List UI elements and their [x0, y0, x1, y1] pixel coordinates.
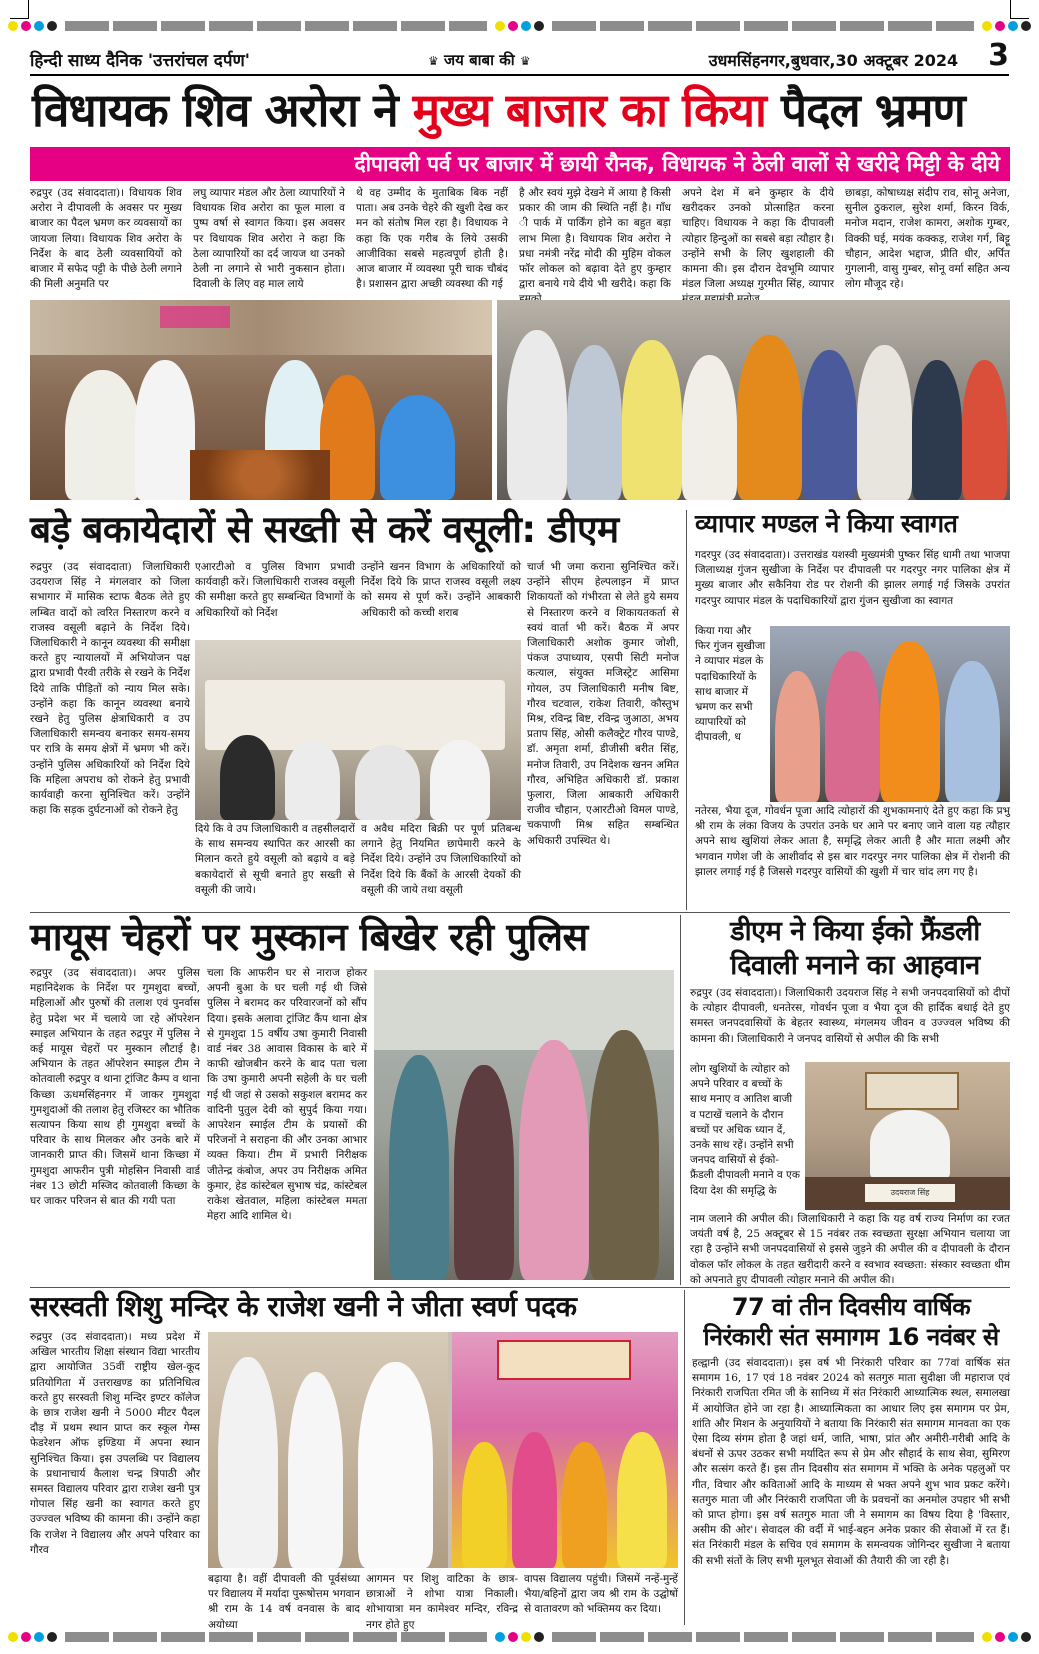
section-divider — [30, 1287, 1010, 1288]
story1-headline — [32, 83, 965, 137]
story2-under-photo-col3: व अवैध मदिरा बिक्री पर पूर्ण प्रतिबन्ध लगाने हेतु नियमित छापेमारी करने के निर्देश दिये। उन्होंने उप जिलाधिकारियों को निर्देश दिये कि बैंकों के आरसी देयकों की वसूली की जाये तथा वसूली — [361, 823, 521, 896]
story1-col6: छाबड़ा, कोषाध्यक्ष संदीप राव, सोनू अनेजा, सुनील ठुकराल, सुरेश शर्मा, किरन विर्क, मनोज मदान, राजेश कामरा, अशोक गुम्बर, विक्की घई, मयंक कक्कड़, राजेश गर्ग, बिट्टू चौहान, आदेश भद्दाज, प्रीति धीर, अर्पित गुगलानी, वासु गुम्बर, सोनू वर्मा सहित अन्य लोग मौजूद रहे। — [845, 187, 1010, 291]
story3-tail: नतेरस, भैया दूज, गोवर्धन पूजा आदि त्योहारों की शुभकामनाएं देते हुए कहा कि प्रभु श्री राम के लंका विजय के उपरांत उनके घर आने पर बनाए जाने वाला यह त्यौहार अपने साथ खुशियां लेकर आता है, समृद्धि लेकर आती है और माता लक्ष्मी और भगवान गणेश जी के आशीर्वाद से इस बार गदरपुर नगर पालिका क्षेत्र में रोशनी की झालर लगाई गई है जिससे गदरपुर वासियों की खुशी में चार चांद लग गए है। — [695, 805, 1010, 878]
story5-lead: रुद्रपुर (उद संवाददाता)। जिलाधिकारी उदयराज सिंह ने सभी जनपदवासियों को दीपों के त्योहार दीपावली, धनतेरस, गोवर्धन पूजा व भैया दूज की हार्दिक बधाई देते हुए समस्त जनपदवासियों के बेहतर स्वास्थ्य, मंगलमय जीवन व उज्ज्वल भविष्य की कामना की। जिलाधिकारी ने जनपद वासियों से अपील की कि सभी — [690, 987, 1010, 1045]
story7-body: हल्द्वानी (उद संवाददाता)। इस वर्ष भी निरंकारी परिवार का 77वां वार्षिक संत समागम 16, 17 एवं 18 नवंबर 2024 को सतगुरु माता सुदीक्षा जी महाराज एवं निरंकारी राजपिता रमित जी के सानिध्य में संत निरंकारी आध्यात्मिक स्थल, समालखा में आयोजित होने जा रहा है। आध्यात्मिकता का आधार लिए इस समागम पर प्रेम, शांति और मिशन के अनुयायियों ने बताया कि निरंकारी संत समागम मानवता का एक ऐसा दिव्य संगम होता है जहां धर्म, जाति, भाषा, प्रांत और अमीरी-गरीबी आदि के बंधनों से ऊपर उठकर सभी मर्यादित रूप से प्रेम और सौहार्द के साथ सेवा, सुमिरण और सत्संग करते हैं। इस तीन दिवसीय संत समागम में भक्ति के अनेक पहलुओं पर गीत, विचार और कविताओं आदि के माध्यम से भक्त अपने शुभ भाव प्रकट करेंगे। सतगुरु माता जी और निरंकारी राजपिता जी के प्रवचनों का अनमोल उपहार भी सभी को प्राप्त होगा। इस वर्ष सतगुरु माता जी ने समागम का विषय दिया है 'विस्तार, असीम की ओर'। सेवादल की वर्दी में भाई-बहन अनेक प्रकार की सेवाओं में रत हैं। संत निरंकारी मंडल के सचिव एवं समागम के समन्वयक जोगिन्दर सुखीजा ने बताया की सभी संतों के लिए सभी मूलभूत सेवाओं की तैयारी की जा रही है। — [692, 1357, 1010, 1567]
story7-headline-line1: 77 वां तीन दिवसीय वार्षिक — [731, 1293, 971, 1321]
story5-photo-dm — [805, 1062, 1010, 1210]
story3-photo-welcome — [770, 626, 1010, 802]
section-divider — [30, 912, 1010, 913]
story1-photo-group-garlands — [497, 300, 1010, 500]
lamp-icon: ♛ — [519, 54, 531, 68]
story1-col2: लघु व्यापार मंडल और ठेला व्यापारियों ने विधायक शिव अरोरा का फूल माला व पुष्प वर्षा से स्वागत किया। इस अवसर पर विधायक शिव अरोरा ने कहा कि ठेला व्यापारियों का दर्द जायज था उनको ठेली ना लगाने से भारी नुकसान होता। दिवाली के लिए वह माल लाये — [193, 187, 345, 291]
story2-headline: बड़े बकायेदारों से सख्ती से करें वसूली: डीएम — [30, 508, 619, 551]
story1-headline-part1: विधायक शिव अरोरा ने — [32, 83, 413, 137]
lamp-icon: ♛ — [428, 54, 439, 68]
story1-col4: है और स्वयं मुझे देखने में आया है किसी प्रकार की जाम की स्थिति नहीं है। गाँध ी पार्क में पार्किंग होने का बहुत बड़ा लाभ मिला है। विधायक शिव अरोरा ने प्रधा नमंत्री नरेंद्र मोदी की मुहिम वोकल फॉर लोकल को बढ़ावा देते हुए कुम्हार द्वारा बनाये गये दीये भी खरीदे। कहा कि — [519, 187, 671, 291]
page-header — [30, 38, 1009, 76]
story3-lead: गदरपुर (उद संवाददाता)। उत्तराखंड यशस्वी मुख्यमंत्री पुष्कर सिंह धामी तथा भाजपा जिलाध्यक्ष गुंजन सुखीजा के निर्देश पर दीपावली पर गदरपुर नगर पालिका क्षेत्र में मुख्य बाजार और सकैनिया रोड पर रोशनी की झालर लगाई गई जिसके उपरांत गदरपुर व्यापार मंडल के पदाधिकारियों द्वारा गुंजन सुखीजा का स्वागत — [695, 549, 1010, 607]
story3-side-text: किया गया और फिर गुंजन सुखीजा ने व्यापार मंडल के पदाधिकारियों के साथ बाजार में भ्रमण कर सभी व्यापारियों को दीपावली, ध — [695, 625, 766, 744]
story6-col4: वापस विद्यालय पहुंची। जिसमें नन्हें-मुन्हें भैया/बहिनों द्वारा जय श्री राम के उद्घोषों से वातावरण को भक्तिमय कर दिया। — [524, 1573, 678, 1616]
story7-headline-line2: निरंकारी संत समागम 16 नवंबर से — [703, 1323, 999, 1351]
story2-photo-meeting — [195, 640, 521, 820]
paper-name: हिन्दी साध्य दैनिक 'उत्तरांचल दर्पण' — [30, 51, 250, 71]
story2-col4: चार्ज भी जमा कराना सुनिश्चित करें। उन्होंने सीएम हेल्पलाइन में प्राप्त शिकायतों को गंभीरता से लेते हुये समय से निस्तारण करने व शिकायतकर्ता से स्वयं वार्ता भी करें। बैठक में अपर जिलाधिकारी अशोक कुमार जोशी, पंकज उपाध्याय, एसपी सिटी मनोज कत्याल, संयुक्त मजिस्ट्रेट आसिमा गोयल, उप जिलाधिकारी मनीष बिष्ट, गौरव चटवाल, राकेश तिवारी, कौस्तुभ मिश्र, रविन्द्र बिष्ट, रविन्द्र जुआठा, अभय प्रताप सिंह, ओसी कलैक्ट्रेट गौरव पाण्डे, डॉ. अमृता शर्मा, डीजीसी बरीत सिंह, मनोज तिवारी, उप निदेशक खनन अमित गौरव, अभिहित अधिकारी डॉ. प्रकाश फुलारा, जिला आबकारी अधिकारी राजीव चौहान, एआरटीओ विमल पाण्डे, चकपाणी मिश्र सहित सम्बन्धित अधिकारी उपस्थित थे। — [527, 561, 679, 847]
story2-col3: उन्होंने खनन विभाग के अधिकारियों को निर्देश दिये कि प्राप्त राजस्व वसूली लक्ष्य को समय से पूर्ण करें। उन्होंने आबकारी अधिकारी को कच्ची शराब — [361, 561, 521, 619]
story3-headline: व्यापार मण्डल ने किया स्वागत — [695, 509, 958, 538]
story6-col3: आगमन पर शिशु वाटिका के छात्र-छात्राओं ने शोभा यात्रा निकाली। शोभायात्रा मन कामेश्वर मन्दिर, रविन्द्र नगर होते हुए — [366, 1573, 518, 1631]
story1-headline-part3: पैदल भ्रमण — [765, 83, 965, 137]
top-color-strip — [0, 17, 1039, 35]
story6-col1: रुद्रपुर (उद संवाददाता)। मध्य प्रदेश में अखिल भारतीय शिक्षा संस्थान विद्या भारतीय द्वारा आयोजित 35वीं राष्ट्रीय खेल-कूद प्रतियोगिता में उत्तराखण्ड का प्रतिनिधित्व करते हुए सरस्वती शिशु मन्दिर इण्टर कॉलेज के छात्र राजेश खनी ने 5000 मीटर पैदल दौड़ में प्रथम स्थान प्राप्त कर स्कूल गेम्स फेडरेशन ऑफ इण्डिया में अपना स्थान सुनिश्चित किया। इस उपलब्धि पर विद्यालय के प्रधानाचार्य कैलाश चन्द्र त्रिपाठी और समस्त विद्यालय परिवार द्वारा राजेश खनी पुत्र गोपाल सिंह खनी का स्वागत करते हुए उज्ज्वल भविष्य की कामना की। उन्होंने कहा कि राजेश ने विद्यालय और अपने परिवार का गौरव — [30, 1331, 200, 1556]
crop-mark — [1010, 0, 1029, 19]
column-divider — [684, 1290, 685, 1625]
story5-headline — [700, 915, 1010, 983]
story6-col2: बढ़ाया है। वहीं दीपावली की पूर्वसंध्या पर विद्यालय में मर्यादा पुरूषोत्तम भगवान श्री राम के 14 वर्ष वनवास के बाद अयोध्या — [208, 1573, 360, 1631]
slogan-text: जय बाबा की — [444, 51, 515, 69]
story4-col2: चला कि आफरीन घर से नाराज होकर अपनी बुआ के घर चली गई थी जिसे पुलिस ने बरामद कर परिवारजनों को सौंप दिया। इसके अलावा ट्रांजिट कैंप थाना क्षेत्र से गुमशुदा 15 वर्षीय उषा कुमारी निवासी वार्ड नंबर 38 आवास विकास के बारे में काफी खोजबीन करने के बाद पता चला कि उषा कुमारी अपनी सहेली के घर चली गई थी जहां से उसको सकुशल बरामद कर वादिनी पुतुल देवी को सुपुर्द किया गया। आपरेशन स्माईल टीम के प्रयासों की परिजनों ने सराहना की और उनका आभार व्यक्त किया। टीम में प्रभारी निरीक्षक जीतेन्द्र कंबोज, अपर उप निरीक्षक अमित कुमार, हेड कांस्टेबल सुभाष चंद्र, कांस्टेबल राकेश खेतवाल, महिला कांस्टेबल ममता मेहरा आदि शामिल थे। — [207, 967, 367, 1223]
story1-photo-market-visit — [30, 300, 492, 500]
crop-mark — [10, 0, 29, 19]
story1-subhead: दीपावली पर्व पर बाजार में छायी रौनक, विधायक ने ठेली वालों से खरीदे मिट्टी के दीये — [30, 147, 1010, 181]
column-divider — [680, 915, 681, 1285]
story1-col3: थे वह उम्मीद के मुताबिक बिक नहीं पाता। अब उनके चेहरे की खुशी देख कर मन को संतोष मिल रहा है। विधायक ने कहा कि एक गरीब के लिये उसकी आजीविका सबसे महत्वपूर्ण होती है। आज बाजार में व्यवस्था पूरी चाक चौबंद है। प्रशासन द्वारा अच्छी व्यवस्था की गई — [356, 187, 508, 291]
header-right — [708, 38, 1009, 74]
story1-col5: अपने देश में बने कुम्हार के दीये खरीदकर उनको प्रोत्साहित करना चाहिए। विधायक ने कहा कि दीपावली त्योहार हिन्दुओं का सबसे बड़ा त्यौहार है। उन्होंने सभी के लिए खुशहाली की कामना की। इस दौरान देवभूमि व्यापार मंडल जिला अध्यक्ष गुरमीत सिंह, व्यापार — [682, 187, 834, 291]
story2-under-photo-col2: दिये कि वे उप जिलाधिकारी व तहसीलदारों के साथ समन्वय स्थापित कर आरसी का मिलान करते हुये वसूली को बढ़ाये व बड़े बकायेदारों से सूची बनाते हुए सख्ती से वसूली की जाये। — [195, 823, 355, 896]
story5-side-text: लोग खुशियों के त्योहार को अपने परिवार व बच्चों के साथ मनाए व आतिश बाजी व पटाखें चलाने के दौरान बच्चों पर अधिक ध्यान दें, उनके साथ रहें। उन्होंने सभी जनपद वासियों से ईको- फ्रैंडली दीपावली मनाने व एक दिया देश की समृद्धि के — [690, 1063, 800, 1197]
story2-col2: एआरटीओ व पुलिस विभाग प्रभावी कार्यवाही करें। जिलाधिकारी राजस्व वसूली की समीक्षा करते हुए सम्बन्धित विभागों के अधिकारियों को निर्देश — [195, 561, 355, 619]
bottom-color-strip — [0, 1628, 1039, 1646]
column-divider — [686, 510, 687, 910]
dm-nameplate: उदयराज सिंह — [865, 1184, 955, 1202]
story6-photos — [208, 1332, 678, 1568]
story6-headline: सरस्वती शिशु मन्दिर के राजेश खनी ने जीता स्वर्ण पदक — [30, 1290, 577, 1323]
slogan — [428, 50, 531, 74]
story4-col1: रुद्रपुर (उद संवाददाता)। अपर पुलिस महानिदेशक के निर्देश पर गुमशुदा बच्चों, महिलाओं और पुरुषों की तलाश एवं पुनर्वास हेतु प्रदेश भर में चलाये जा रहे ऑपरेशन स्माइल अभियान के तहत रुद्रपुर में पुलिस ने कई मायूस चेहरों पर मुस्कान लौटाई है। अभियान के तहत ऑपरेशन स्माइल टीम ने कोतवाली रुद्रपुर व थाना ट्रांजिट कैम्प व थाना किच्छा ऊधमसिंहनगर में जाकर गुमशुदा गुमशुदाओं की तलाश हेतु रजिस्टर का भौतिक सत्यापन किया साथ ही गुमशुदा बच्चों के परिवार के साथ मिलकर और उनके बारे में जानकारी प्राप्त की। जिसमें थाना किच्छा में गुमशुदा आफरीन पुत्री मोहसिन निवासी वार्ड नंबर 13 छोटी मस्जिद कोतवाली किच्छा के घर जाकर परिजन से बात की गयी पता — [30, 967, 200, 1208]
story4-headline: मायूस चेहरों पर मुस्कान बिखेर रही पुलिस — [30, 915, 588, 959]
story4-photo-police — [374, 970, 674, 1280]
story7-headline — [692, 1292, 1010, 1352]
story5-tail: नाम जलाने की अपील की। जिलाधिकारी ने कहा कि यह वर्ष राज्य निर्माण का रजत जयंती वर्ष है, 25 अक्टूबर से 15 नवंबर तक स्वच्छता सुरक्षा अभियान चलाया जा रहा है उन्होंने सभी जनपदवासियों से इससे जुड़ने की अपील की व दीपावली के दौरान वोकल फॉर लोकल के तहत खरीदारी करने व स्वभाव स्वच्छता: संस्कार स्वच्छता थीम को अपनाते हुए दीपावली त्योहार मनाने की अपील की। — [690, 1213, 1010, 1286]
story1-col1: रुद्रपुर (उद संवाददाता)। विधायक शिव अरोरा ने दीपावली के अवसर पर मुख्य बाजार का पैदल भ्रमण कर व्यवसायों का जायजा लिया। विधायक शिव अरोरा के निर्देश के बाद ठेली व्यवसायियों को बाजार में सफेद पट्टी के पीछे ठेली लगाने की मिली अनुमति पर — [30, 187, 182, 291]
story5-headline-line2: दिवाली मनाने का आहवान — [730, 950, 980, 981]
dateline: उधमसिंहनगर,बुधवार,30 अक्टूबर 2024 — [708, 51, 959, 70]
story1-headline-red: मुख्य बाजार का किया — [412, 83, 766, 137]
story5-headline-line1: डीएम ने किया ईको फ्रैंडली — [730, 916, 980, 947]
page-number: 3 — [988, 38, 1009, 73]
story2-col1: रुद्रपुर (उद संवाददाता) जिलाधिकारी उदयराज सिंह ने मंगलवार को जिला सभागार में मासिक स्टाफ बैठक लेते हुए लम्बित वादों को त्वरित निस्तारण करने व राजस्व वसूली बढ़ाने के निर्देश दिये। जिलाधिकारी ने कानून व्यवस्था की समीक्षा करते हुए न्यायालयों में अभियोजन पक्ष द्वारा प्रभावी पैरवी तरीके से रखने के निर्देश दिये ताकि पीड़ितों को न्याय मिल सके। उन्होंने कहा कि कानून व्यवस्था बनाये रखने हेतु पुलिस क्षेत्राधिकारी व उप जिलाधिकारी समन्वय बनाकर समय-समय पर रात्रि के समय क्षेत्रों में भ्रमण भी करें। उन्होंने पुलिस अधिकारियों को निर्देश दिये कि महिला अपराध को रोकने हेतु प्रभावी कार्यवाही करना सुनिश्चित करें। उन्होंने कहा कि सड़क दुर्घटनाओं को रोकने हेतु — [30, 561, 190, 817]
